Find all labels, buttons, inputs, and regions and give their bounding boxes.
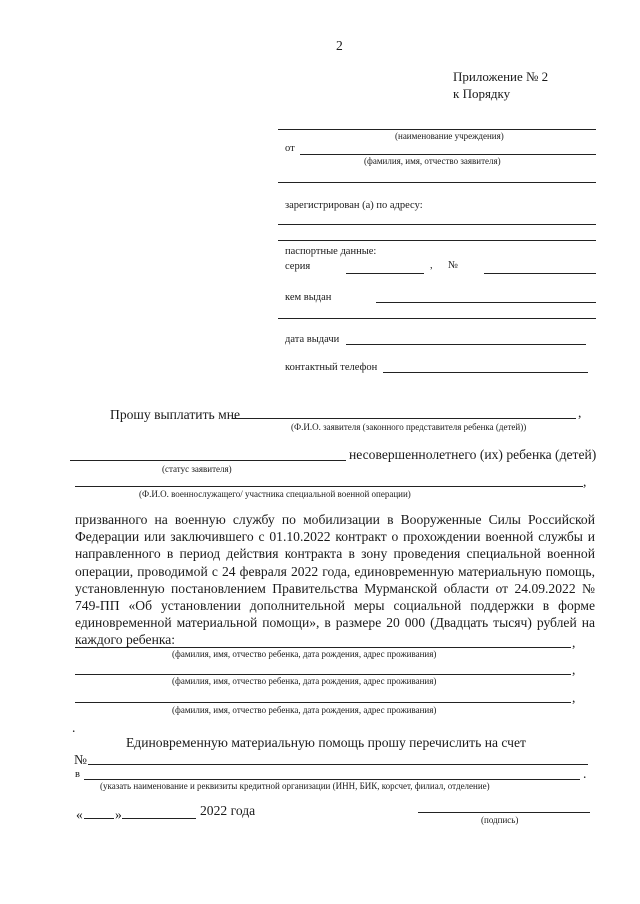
applicant-caption: (фамилия, имя, отчество заявителя) <box>364 156 501 166</box>
issued-by-line-2[interactable] <box>278 318 596 319</box>
child-1-comma: , <box>572 635 576 650</box>
series-comma: , <box>430 260 433 271</box>
address-line-1[interactable] <box>278 224 596 225</box>
year-text: 2022 года <box>200 803 256 818</box>
child-2-field[interactable] <box>75 674 571 675</box>
serviceman-caption: (Ф.И.О. военнослужащего/ участника специальной военной операции) <box>139 489 411 499</box>
applicant-extra-line[interactable] <box>278 182 596 183</box>
account-no-label: № <box>74 752 87 767</box>
number-label: № <box>448 260 459 271</box>
passport-label: паспортные данные: <box>285 246 377 257</box>
account-number-field[interactable] <box>88 764 588 765</box>
bank-in-label: в <box>75 769 80 780</box>
issue-date-field[interactable] <box>346 344 586 345</box>
representative-name-field[interactable] <box>233 418 576 419</box>
number-field[interactable] <box>484 273 596 274</box>
series-label: серия <box>285 261 311 272</box>
page-number: 2 <box>336 38 343 53</box>
phone-field[interactable] <box>383 372 588 373</box>
child-1-caption: (фамилия, имя, отчество ребенка, дата рождения, адрес проживания) <box>172 649 437 659</box>
pay-label: Прошу выплатить мне <box>110 407 241 422</box>
appendix-title: Приложение № 2 <box>453 69 549 84</box>
series-field[interactable] <box>346 273 424 274</box>
address-line-2[interactable] <box>278 240 596 241</box>
child-3-comma: , <box>572 690 576 705</box>
issued-by-field[interactable] <box>376 302 596 303</box>
child-3-caption: (фамилия, имя, отчество ребенка, дата рождения, адрес проживания) <box>172 705 437 715</box>
phone-label: контактный телефон <box>285 362 378 373</box>
month-field[interactable] <box>122 818 196 819</box>
from-label: от <box>285 143 295 154</box>
status-caption: (статус заявителя) <box>162 464 232 474</box>
transfer-text: Единовременную материальную помощь прошу перечислить на счет <box>126 735 526 750</box>
issue-date-label: дата выдачи <box>285 334 340 345</box>
appendix-subtitle: к Порядку <box>453 86 511 101</box>
date-open-quote: « <box>76 807 83 822</box>
body-paragraph: призванного на военную службу по мобилизации в Вооруженные Силы Российской Федерации или заключившего с 01.10.2022 контракт о прохождении военной службы и направленного в период действия контракта в зону проведения специальной военной операции, проводимой с 24 февраля 2022 года, единовременную материальную помощь, установленную постановлением Правительства Мурманской области от 24.09.2022 № 749-ПП «Об установлении дополнительной меры социальной поддержки в форме единовременной материальной помощи», в размере 20 000 (Двадцать тысяч) рублей на каждого ребенка: <box>75 512 595 648</box>
minor-children-text: несовершеннолетнего (их) ребенка (детей) <box>349 447 597 462</box>
child-3-field[interactable] <box>75 702 571 703</box>
serviceman-comma: , <box>583 474 587 489</box>
representative-caption: (Ф.И.О. заявителя (законного представителя ребенка (детей)) <box>291 422 527 432</box>
signature-field[interactable] <box>418 812 590 813</box>
issued-by-label: кем выдан <box>285 292 332 303</box>
applicant-status-field[interactable] <box>70 460 346 461</box>
institution-caption: (наименование учреждения) <box>395 131 504 141</box>
signature-caption: (подпись) <box>481 815 519 825</box>
institution-line[interactable] <box>278 129 596 130</box>
child-2-caption: (фамилия, имя, отчество ребенка, дата рождения, адрес проживания) <box>172 676 437 686</box>
pay-comma: , <box>578 405 582 420</box>
bank-end-dot: . <box>583 766 587 781</box>
serviceman-name-field[interactable] <box>75 486 583 487</box>
applicant-name-line[interactable] <box>300 154 596 155</box>
date-close-quote: » <box>115 807 122 822</box>
bank-details-field[interactable] <box>84 779 580 780</box>
registered-label: зарегистрирован (а) по адресу: <box>285 200 423 211</box>
children-end-dot: . <box>72 720 76 735</box>
child-2-comma: , <box>572 662 576 677</box>
day-field[interactable] <box>84 818 114 819</box>
child-1-field[interactable] <box>75 647 571 648</box>
bank-caption: (указать наименование и реквизиты кредитной организации (ИНН, БИК, корсчет, филиал, отделение) <box>100 781 490 791</box>
